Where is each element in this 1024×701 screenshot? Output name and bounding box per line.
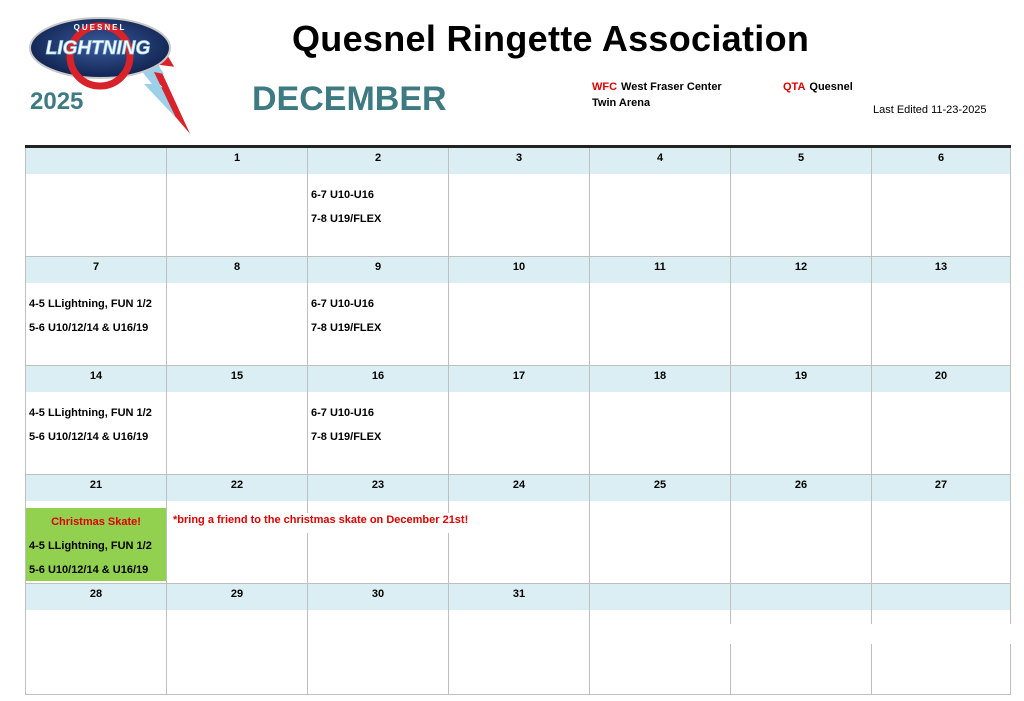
- day-number: 14: [89, 370, 103, 382]
- day-cell: [871, 475, 1011, 583]
- day-cell: [25, 257, 166, 365]
- day-cell: [166, 584, 307, 694]
- day-number: 7: [92, 261, 100, 273]
- day-cell: [730, 148, 871, 256]
- day-number: 12: [794, 261, 808, 273]
- day-number: 1: [233, 152, 241, 164]
- day-cell: [25, 148, 166, 256]
- day-cell: [589, 257, 730, 365]
- day-number: 19: [794, 370, 808, 382]
- calendar-grid: [25, 145, 1011, 695]
- day-number: 10: [512, 261, 526, 273]
- day-number: 27: [934, 479, 948, 491]
- day-number: 25: [653, 479, 667, 491]
- day-number: 9: [374, 261, 382, 273]
- event-item: 5-6 U10/12/14 & U16/19: [29, 431, 149, 443]
- location-name: West Fraser Center: [621, 81, 722, 93]
- day-cell: [448, 148, 589, 256]
- event-item: 7-8 U19/FLEX: [311, 431, 382, 443]
- location-legend-wfc: [592, 81, 722, 93]
- day-cell: [25, 366, 166, 474]
- day-cell: [871, 257, 1011, 365]
- day-cell: [448, 584, 589, 694]
- day-cell: [307, 148, 448, 256]
- day-cell: [871, 366, 1011, 474]
- event-item: 5-6 U10/12/14 & U16/19: [29, 322, 149, 334]
- day-cell: [307, 366, 448, 474]
- christmas-skate-title: Christmas Skate!: [51, 516, 141, 528]
- last-edited-label: Last Edited 11-23-2025: [873, 104, 987, 116]
- svg-text:LIGHTNING: LIGHTNING: [45, 38, 151, 59]
- calendar-week: [25, 148, 1011, 257]
- day-cell: [589, 475, 730, 583]
- location-legend-qta: [783, 81, 853, 93]
- event-item: 6-7 U10-U16: [311, 298, 374, 310]
- svg-text:QUESNEL: QUESNEL: [73, 23, 127, 32]
- day-number: 3: [515, 152, 523, 164]
- day-number: 4: [656, 152, 664, 164]
- day-number: 18: [653, 370, 667, 382]
- calendar-week: [25, 257, 1011, 366]
- month-title: DECEMBER: [252, 80, 447, 118]
- day-number: 17: [512, 370, 526, 382]
- day-cell: [448, 257, 589, 365]
- day-cell: [589, 366, 730, 474]
- event-item: 6-7 U10-U16: [311, 407, 374, 419]
- day-cell: [871, 148, 1011, 256]
- lightning-logo: [26, 8, 206, 140]
- event-item: 6-7 U10-U16: [311, 189, 374, 201]
- day-cell: [730, 257, 871, 365]
- calendar-week: [25, 475, 1011, 584]
- event-item: 4-5 LLightning, FUN 1/2: [29, 540, 152, 552]
- page-title: Quesnel Ringette Association: [292, 18, 810, 59]
- location-code: QTA: [783, 81, 806, 93]
- grid-gap: [730, 624, 1012, 644]
- day-cell: [730, 366, 871, 474]
- day-number: 30: [371, 588, 385, 600]
- day-number: 2: [374, 152, 382, 164]
- calendar-week: [25, 366, 1011, 475]
- year-label: 2025: [30, 88, 84, 115]
- calendar-week: [25, 584, 1011, 695]
- day-number: 22: [230, 479, 244, 491]
- day-number: 16: [371, 370, 385, 382]
- day-cell: [166, 148, 307, 256]
- day-number: 6: [937, 152, 945, 164]
- day-cell: [166, 257, 307, 365]
- day-number: 28: [89, 588, 103, 600]
- location-code: WFC: [592, 81, 618, 93]
- day-number: 21: [89, 479, 103, 491]
- day-cell: [166, 366, 307, 474]
- day-number: 15: [230, 370, 244, 382]
- day-cell: [448, 366, 589, 474]
- day-cell: [25, 584, 166, 694]
- day-cell: [307, 584, 448, 694]
- day-cell: [307, 257, 448, 365]
- day-cell: [730, 475, 871, 583]
- day-number: 26: [794, 479, 808, 491]
- day-cell: [589, 148, 730, 256]
- day-number: 24: [512, 479, 526, 491]
- day-cell: [589, 584, 730, 694]
- day-number: 8: [233, 261, 241, 273]
- event-item: 7-8 U19/FLEX: [311, 213, 382, 225]
- day-number: 20: [934, 370, 948, 382]
- day-number: 5: [797, 152, 805, 164]
- day-number: 31: [512, 588, 526, 600]
- event-item: 5-6 U10/12/14 & U16/19: [29, 564, 149, 576]
- day-number: 29: [230, 588, 244, 600]
- location-legend-wfc-line2: Twin Arena: [592, 97, 651, 109]
- event-item: 7-8 U19/FLEX: [311, 322, 382, 334]
- day-number: 13: [934, 261, 948, 273]
- day-number: 11: [654, 261, 666, 273]
- christmas-skate-note: *bring a friend to the christmas skate on December 21st!: [173, 514, 469, 526]
- event-item: 4-5 LLightning, FUN 1/2: [29, 298, 152, 310]
- location-name: Quesnel: [809, 81, 853, 93]
- day-number: 23: [371, 479, 385, 491]
- event-item: 4-5 LLightning, FUN 1/2: [29, 407, 152, 419]
- day-cell: [25, 475, 166, 583]
